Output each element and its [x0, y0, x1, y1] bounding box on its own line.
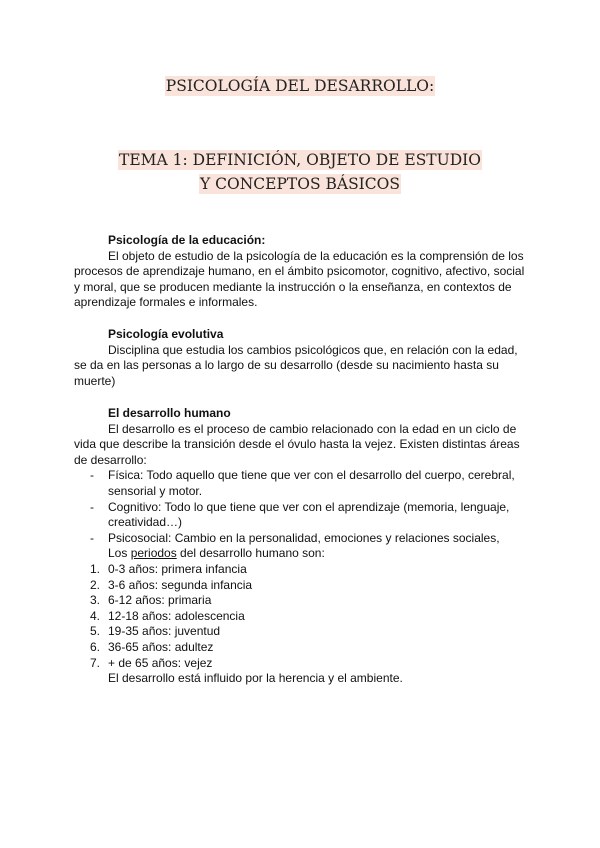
- list-item: [74, 468, 530, 499]
- list-item: [74, 500, 530, 531]
- page-title: [0, 76, 600, 96]
- closing-sentence: El desarrollo está influido por la herencia y el ambiente.: [108, 671, 403, 686]
- section-desarrollo: [74, 406, 530, 687]
- list-item-text: 0-3 años: primera infancia: [108, 561, 247, 576]
- topic-title-line-1: TEMA 1: DEFINICIÓN, OBJETO DE ESTUDIO: [119, 151, 481, 169]
- section-paragraph: Disciplina que estudia los cambios psicológicos que, en relación con la edad, se da en las personas a lo largo de su desarrollo (desde su nacimiento hasta su muerte): [74, 342, 518, 388]
- list-item-text: 12-18 años: adolescencia: [108, 608, 245, 623]
- periods-intro-after: del desarrollo humano son:: [176, 546, 325, 561]
- list-item-text: Física: Todo aquello que tiene que ver con el desarrollo del cuerpo, cerebral, sensorial y motor.: [108, 468, 515, 498]
- list-item: [74, 531, 530, 547]
- list-item-text: 6-12 años: primaria: [108, 593, 212, 608]
- dash-bullet: -: [90, 468, 94, 483]
- list-item-text: Cognitivo: Todo lo que tiene que ver con el aprendizaje (memoria, lenguaje, creatividad…): [108, 499, 510, 530]
- list-item-text: + de 65 años: vejez: [108, 655, 213, 670]
- list-item-text: 36-65 años: adultez: [108, 639, 214, 654]
- section-paragraph: El objeto de estudio de la psicología de la educación es la comprensión de los procesos de aprendizaje humano, en el ámbito psicomotor, cognitivo, afectivo, social y moral, que se producen mediante la instrucción o la enseñanza, en contextos de aprendizaje formales e informales.: [74, 248, 525, 310]
- list-item: 1. 0-3 años: primera infancia: [90, 561, 247, 576]
- section-heading: El desarrollo humano: [108, 406, 231, 420]
- list-item: 5. 19-35 años: juventud: [90, 624, 221, 639]
- section-evolutiva: [74, 327, 530, 389]
- section-paragraph: El desarrollo es el proceso de cambio relacionado con la edad en un ciclo de vida que describe la transición desde el óvulo hasta la vejez. Existen distintas áreas de desarrollo:: [74, 421, 520, 467]
- periods-list: [74, 562, 530, 671]
- list-item-text: 19-35 años: juventud: [108, 624, 221, 639]
- periods-intro: [74, 546, 530, 562]
- page-title-text: PSICOLOGÍA DEL DESARROLLO:: [165, 77, 435, 95]
- list-item-text: 3-6 años: segunda infancia: [108, 577, 253, 592]
- dash-bullet: -: [90, 530, 94, 545]
- periods-intro-before: Los: [108, 546, 131, 561]
- periods-intro-underlined: periodos: [130, 546, 177, 561]
- areas-list: [74, 468, 530, 546]
- list-item: 4. 12-18 años: adolescencia: [90, 608, 245, 623]
- dash-bullet: -: [90, 499, 94, 514]
- section-educacion: [74, 233, 530, 311]
- list-item: 3. 6-12 años: primaria: [90, 593, 212, 608]
- list-item: 6. 36-65 años: adultez: [90, 639, 214, 654]
- section-heading: Psicología de la educación:: [108, 233, 266, 247]
- list-item: 7. + de 65 años: vejez: [90, 655, 213, 670]
- topic-title-line-2: Y CONCEPTOS BÁSICOS: [200, 175, 400, 193]
- topic-title: [0, 148, 600, 196]
- list-item: 2. 3-6 años: segunda infancia: [90, 577, 253, 592]
- section-heading: Psicología evolutiva: [108, 327, 224, 341]
- list-item-text: Psicosocial: Cambio en la personalidad, emociones y relaciones sociales,: [108, 530, 500, 545]
